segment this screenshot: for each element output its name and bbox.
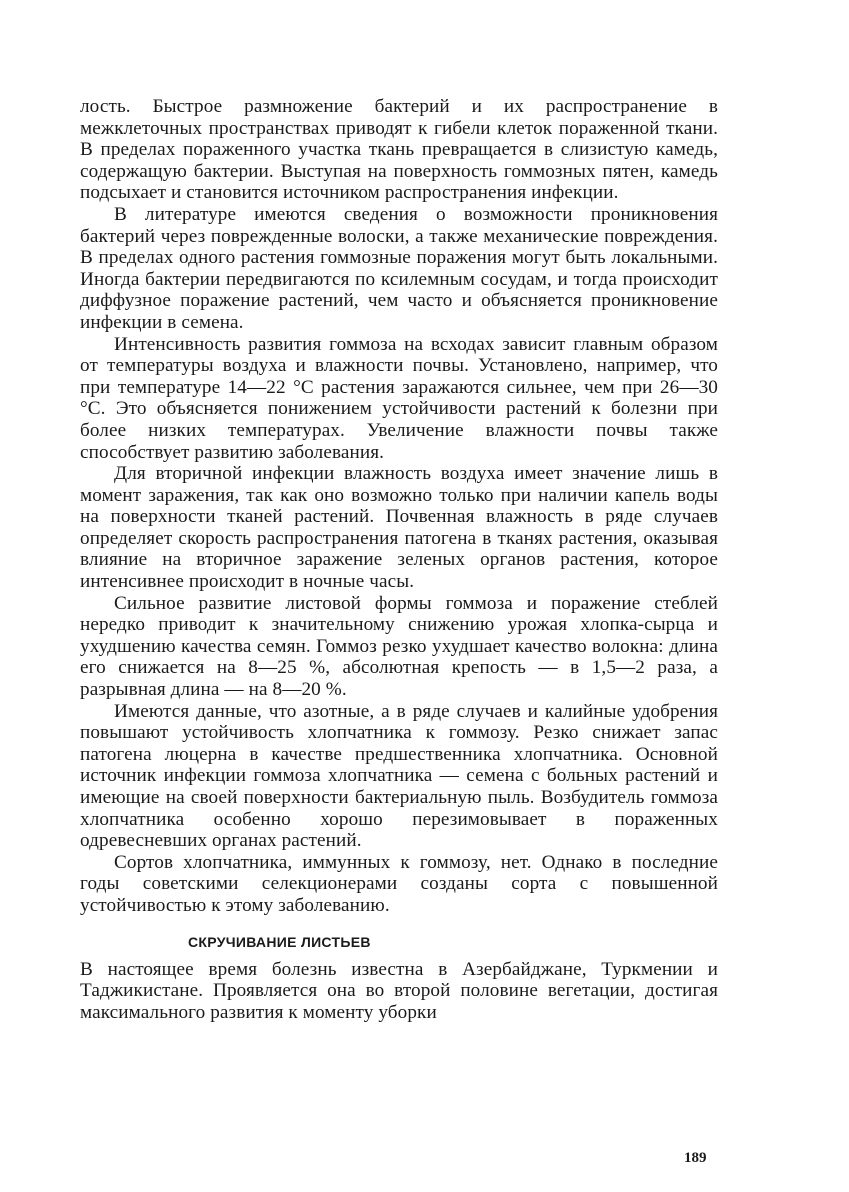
text-column [80, 96, 718, 1023]
paragraph-5: Сильное развитие листовой формы гоммоза и поражение стеблей нередко приводит к значительному снижению урожая хлопка-сырца и ухудшению качества семян. Гоммоз резко ухудшает качество волокна: длина его снижается на 8—25 %, абсолютная крепость — в 1,5—2 раза, а разрывная длина — на 8—20 %. [80, 592, 718, 701]
paragraph-1: лость. Быстрое размножение бактерий и их распространение в межклеточных пространствах приводят к гибели клеток пораженной ткани. В пределах пораженного участка ткань превращается в слизистую камедь, содержащую бактерии. Выступая на поверхность гоммозных пятен, камедь подсыхает и становится источником распространения инфекции. [80, 96, 718, 204]
section-paragraph: В настоящее время болезнь известна в Азербайджане, Туркмении и Таджикистане. Проявляется она во второй половине вегетации, достигая максимального развития к моменту уборки [80, 958, 718, 1023]
paragraph-2: В литературе имеются сведения о возможности проникновения бактерий через поврежденные волоски, а также механические повреждения. В пределах одного растения гоммозные поражения могут быть локальными. Иногда бактерии передвигаются по ксилемным сосудам, и тогда происходит диффузное поражение растений, чем часто и объясняется проникновение инфекции в семена. [80, 203, 718, 333]
paragraph-4: Для вторичной инфекции влажность воздуха имеет значение лишь в момент заражения, так как оно возможно только при наличии капель воды на поверхности тканей растений. Почвенная влажность в ряде случаев определяет скорость распространения патогена в тканях растения, оказывая влияние на вторичное заражение зеленых органов растения, которое интенсивнее происходит в ночные часы. [80, 463, 718, 593]
section-heading: СКРУЧИВАНИЕ ЛИСТЬЕВ [188, 933, 371, 950]
paragraph-3: Интенсивность развития гоммоза на всходах зависит главным образом от температуры воздуха и влажности почвы. Установлено, например, что при температуре 14—22 °С растения заражаются сильнее, чем при 26—30 °С. Это объясняется понижением устойчивости растений к болезни при более низких температурах. Увеличение влажности почвы также способствует развитию заболевания. [80, 333, 718, 463]
paragraph-7: Сортов хлопчатника, иммунных к гоммозу, нет. Однако в последние годы советскими селекционерами созданы сорта с повышенной устойчивостью к этому заболеванию. [80, 851, 718, 916]
paragraph-6: Имеются данные, что азотные, а в ряде случаев и калийные удобрения повышают устойчивость хлопчатника к гоммозу. Резко снижает запас патогена люцерна в качестве предшественника хлопчатника. Основной источник инфекции гоммоза хлопчатника — семена с больных растений и имеющие на своей поверхности бактериальную пыль. Возбудитель гоммоза хлопчатника особенно хорошо перезимовывает в пораженных одревесневших органах растений. [80, 700, 718, 852]
page-number: 189 [684, 1150, 707, 1166]
